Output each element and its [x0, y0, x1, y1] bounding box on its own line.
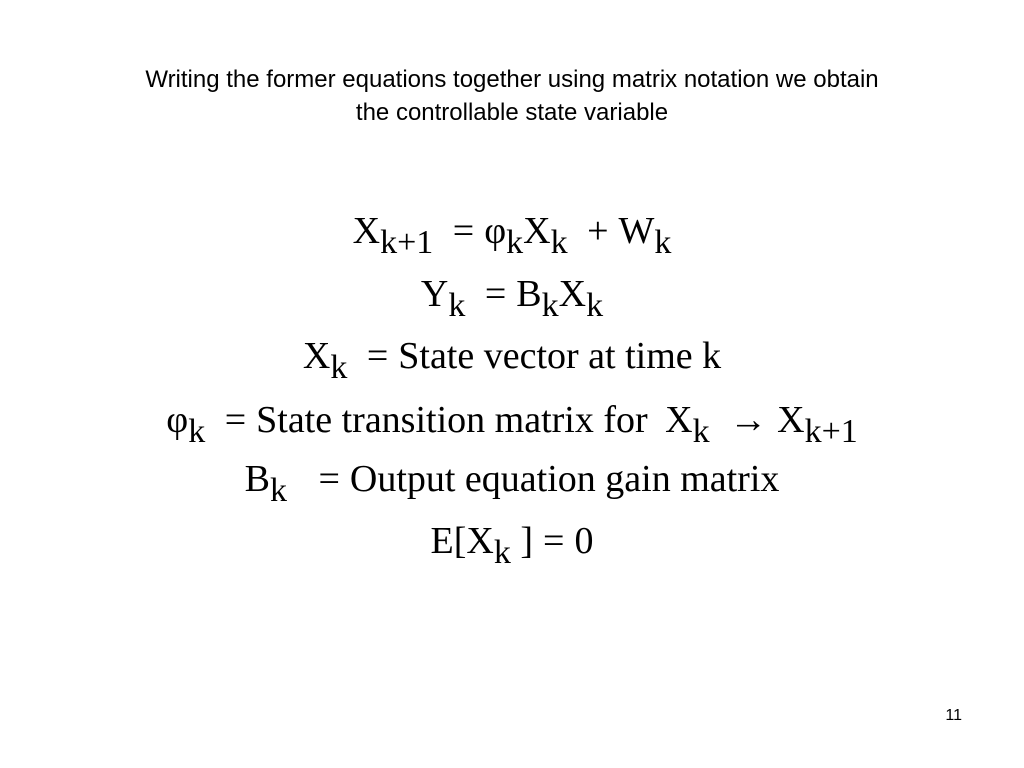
equals-sign: = — [484, 273, 507, 315]
plus-sign: + — [587, 210, 609, 252]
subscript-k: k — [654, 224, 672, 261]
symbol-phi: φ — [484, 210, 507, 252]
title-line-1: Writing the former equations together using matrix notation we obtain — [145, 66, 879, 93]
slide-title — [0, 63, 1024, 129]
symbol-w: W — [618, 210, 655, 252]
symbol-b: B — [244, 458, 270, 500]
subscript-k: k — [269, 472, 287, 509]
bracket-close: ] — [520, 520, 534, 562]
subscript-k: k — [188, 413, 206, 450]
subscript-k-plus-1: k+1 — [380, 224, 434, 261]
transition-matrix-definition — [0, 397, 1024, 450]
equals-sign: = — [318, 458, 340, 500]
symbol-x: X — [558, 273, 587, 315]
subscript-k: k — [493, 534, 511, 571]
equals-sign: = — [452, 210, 475, 252]
equals-sign: = — [543, 520, 565, 562]
gain-matrix-definition — [0, 456, 1024, 509]
right-arrow: → — [729, 399, 768, 441]
subscript-k: k — [541, 287, 559, 324]
state-equation — [0, 208, 1024, 261]
definition-text: Output equation gain matrix — [349, 458, 780, 500]
expectation-equation — [0, 518, 1024, 571]
subscript-k: k — [692, 413, 710, 450]
subscript-k: k — [550, 224, 568, 261]
symbol-b: B — [516, 273, 542, 315]
subscript-k: k — [586, 287, 604, 324]
page-number: 11 — [945, 707, 962, 724]
zero-value: 0 — [574, 520, 594, 562]
subscript-k: k — [506, 224, 524, 261]
symbol-x: X — [523, 210, 551, 252]
symbol-x: X — [352, 210, 381, 252]
subscript-k: k — [448, 287, 466, 324]
subscript-k: k — [330, 349, 348, 386]
measurement-equation — [0, 271, 1024, 324]
title-line-2: the controllable state variable — [355, 99, 669, 126]
state-vector-definition — [0, 333, 1024, 386]
expectation-open: E[X — [430, 520, 494, 562]
symbol-y: Y — [420, 273, 449, 315]
symbol-x: X — [302, 335, 331, 377]
symbol-phi: φ — [166, 399, 189, 441]
definition-text: State vector at time k — [398, 335, 722, 377]
symbol-x: X — [665, 399, 693, 441]
subscript-k-plus-1: k+1 — [804, 413, 858, 450]
definition-text: State transition matrix for — [256, 399, 648, 441]
symbol-x: X — [777, 399, 805, 441]
equals-sign: = — [366, 335, 389, 377]
equals-sign: = — [224, 399, 247, 441]
